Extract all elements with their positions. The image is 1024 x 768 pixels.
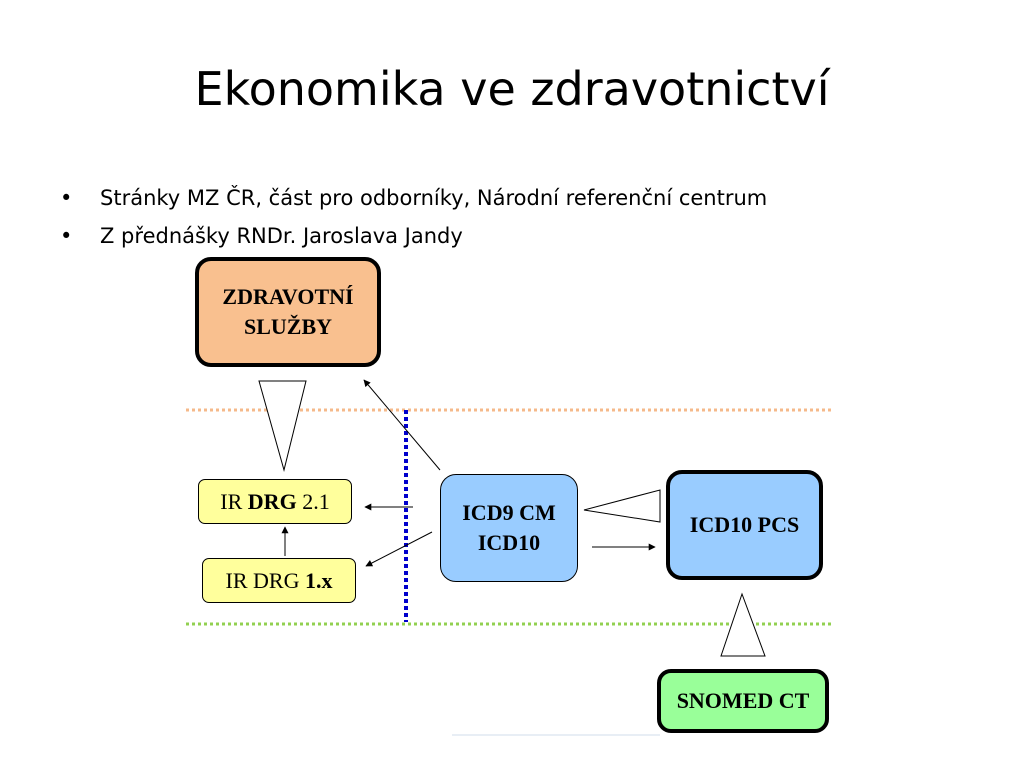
icd9-line2: ICD10 bbox=[477, 530, 541, 555]
ir-drg-21-suffix: 2.1 bbox=[296, 488, 330, 514]
bullet-icon: • bbox=[60, 224, 73, 248]
icd9-cm-box bbox=[440, 474, 578, 582]
ir-drg-1x-box bbox=[202, 558, 356, 603]
bullet-text: Stránky MZ ČR, část pro odborníky, Národní referenční centrum bbox=[100, 186, 768, 210]
icd9-line1: ICD9 CM bbox=[462, 500, 556, 525]
triangle-left-shape bbox=[584, 490, 660, 522]
icd10-pcs-label: ICD10 PCS bbox=[689, 512, 800, 537]
arrow-icd9-to-zdravotni bbox=[364, 380, 440, 470]
ir-drg-1x-bold: 1.x bbox=[304, 567, 333, 593]
zdravotni-sluzby-box bbox=[195, 257, 381, 367]
ir-drg-21-bold: DRG bbox=[247, 488, 297, 514]
ir-drg-21-prefix: IR bbox=[220, 488, 248, 514]
bullet-text: Z přednášky RNDr. Jaroslava Jandy bbox=[100, 224, 463, 248]
ir-drg-21-box bbox=[198, 479, 352, 524]
zdravotni-sluzby-line2: SLUŽBY bbox=[243, 314, 333, 339]
snomed-ct-label: SNOMED CT bbox=[676, 688, 810, 713]
triangle-down-shape bbox=[259, 381, 306, 470]
snomed-ct-box bbox=[657, 669, 829, 733]
ir-drg-1x-prefix: IR DRG bbox=[225, 567, 305, 593]
icd10-pcs-box bbox=[666, 470, 823, 580]
bullet-icon: • bbox=[60, 186, 73, 210]
zdravotni-sluzby-line1: ZDRAVOTNÍ bbox=[222, 284, 354, 309]
arrow-to-ir-drg-1x bbox=[366, 532, 432, 566]
page-title: Ekonomika ve zdravotnictví bbox=[194, 62, 830, 116]
